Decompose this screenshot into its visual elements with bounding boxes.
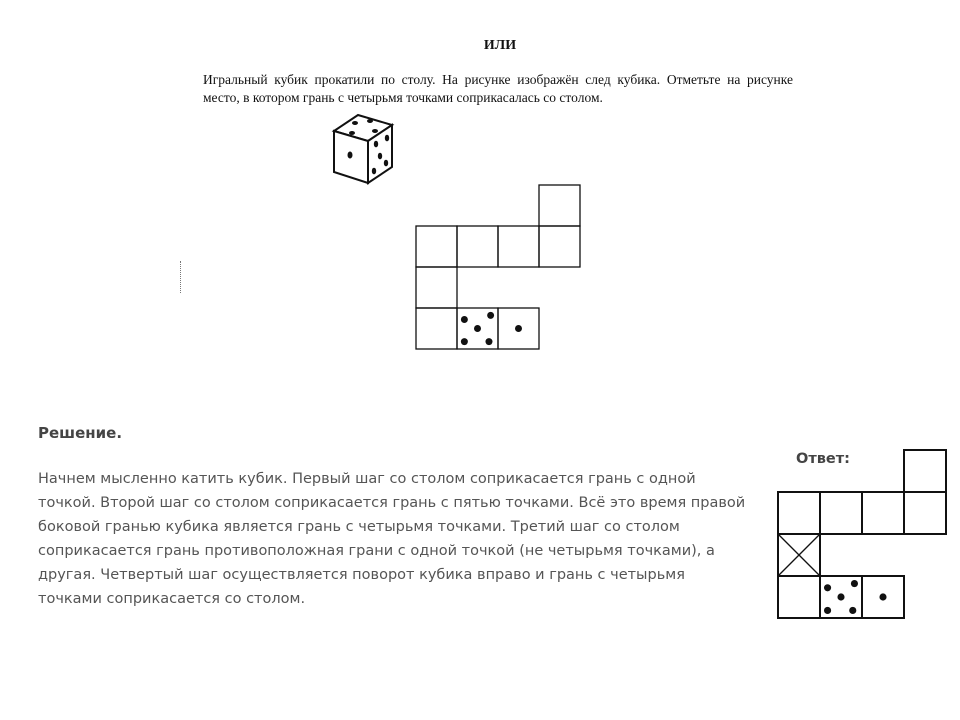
trail-dot: [849, 607, 856, 614]
trail-dot: [461, 338, 468, 345]
solution-title: Решение.: [38, 424, 123, 442]
trail-cell: [539, 226, 580, 267]
trail-cell: [778, 576, 820, 618]
trail-cell: [539, 185, 580, 226]
trail-cell: [904, 450, 946, 492]
task-text: Игральный кубик прокатили по столу. На рисунке изображён след кубика. Отметьте на рисунке место, в котором грань с четырьмя точками соприкасалась со столом.: [203, 72, 793, 105]
trail-dot: [824, 607, 831, 614]
answer-trail: [778, 450, 946, 618]
trail-cell: [778, 492, 820, 534]
trail-cell: [416, 226, 457, 267]
solution-text: Начнем мысленно катить кубик. Первый шаг со столом соприкасается грань с одной точкой. Второй шаг со столом соприкасается грань с пятью точками. Всё это время правой боковой гранью кубика является грань с четырьмя точками. Третий шаг со столом соприкасается грань противоположная грани с одной точкой (не четырьмя точками), а другая. Четвертый шаг осуществляется поворот кубика вправо и грань с четырьмя точками соприкасается со столом.: [38, 471, 746, 607]
trail-dot: [485, 338, 492, 345]
trail-dot: [461, 316, 468, 323]
trail-cell: [416, 308, 457, 349]
trail-cell: [904, 492, 946, 534]
heading-ili: ИЛИ: [483, 38, 517, 53]
die-trail: [416, 185, 580, 349]
trail-dot: [851, 580, 858, 587]
die-illustration: [334, 115, 392, 183]
trail-dot: [879, 593, 886, 600]
trail-dot: [487, 312, 494, 319]
trail-cell: [457, 226, 498, 267]
trail-dot: [474, 325, 481, 332]
trail-dot: [515, 325, 522, 332]
trail-cell: [498, 226, 539, 267]
trail-dot: [824, 584, 831, 591]
trail-cell: [862, 492, 904, 534]
answer-label: Ответ:: [796, 451, 850, 467]
trail-cell: [416, 267, 457, 308]
trail-dot: [837, 593, 844, 600]
trail-cell: [820, 492, 862, 534]
die-left-dot: [348, 152, 353, 159]
